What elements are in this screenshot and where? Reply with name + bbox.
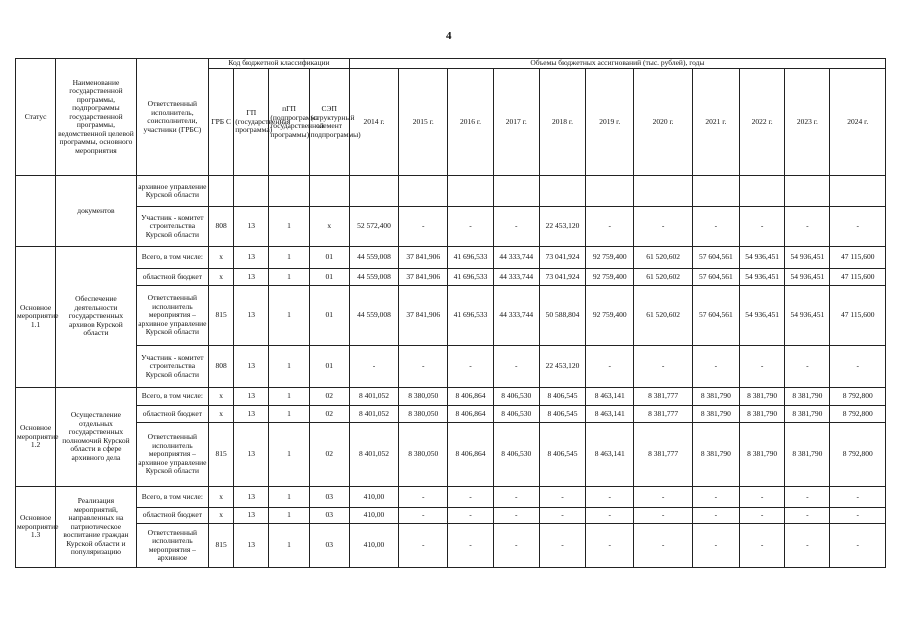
table-row bbox=[16, 422, 886, 486]
amount-cell bbox=[539, 176, 585, 207]
code-cell: 1 bbox=[269, 406, 309, 423]
code-cell: х bbox=[209, 387, 234, 406]
code-cell: 815 bbox=[209, 524, 234, 568]
amount-cell: 8 381,790 bbox=[739, 422, 784, 486]
code-cell bbox=[209, 176, 234, 207]
amount-cell: 22 453,120 bbox=[539, 346, 585, 387]
executor-cell: Участник - комитет строительства Курской области bbox=[136, 346, 208, 387]
executor-cell: Ответственный исполнитель мероприятия – архивное bbox=[136, 524, 208, 568]
code-header: СЭП (структурный элемент подпрограммы) bbox=[309, 69, 349, 176]
amount-cell: 8 381,790 bbox=[739, 406, 784, 423]
executor-cell: Ответственный исполнитель мероприятия – архивное управление Курской области bbox=[136, 285, 208, 345]
amount-cell: 41 696,533 bbox=[448, 285, 493, 345]
amount-cell: 8 380,050 bbox=[399, 422, 448, 486]
amount-cell: - bbox=[586, 207, 634, 246]
amount-cell: 8 381,790 bbox=[785, 406, 830, 423]
amount-cell: - bbox=[399, 207, 448, 246]
code-cell: 1 bbox=[269, 387, 309, 406]
amount-cell: 44 333,744 bbox=[493, 285, 539, 345]
year-header: 2023 г. bbox=[785, 69, 830, 176]
code-group-header: Код бюджетной классификации bbox=[209, 59, 350, 69]
code-cell: 01 bbox=[309, 346, 349, 387]
amount-cell: - bbox=[349, 346, 398, 387]
amount-cell: - bbox=[539, 507, 585, 524]
table-row bbox=[16, 207, 886, 246]
code-cell: 01 bbox=[309, 285, 349, 345]
amount-cell: 54 936,451 bbox=[739, 246, 784, 269]
amount-cell: 8 381,777 bbox=[634, 406, 692, 423]
amount-cell: - bbox=[399, 487, 448, 508]
year-header: 2016 г. bbox=[448, 69, 493, 176]
amount-cell: 8 381,790 bbox=[739, 387, 784, 406]
amount-cell: 8 381,790 bbox=[692, 422, 739, 486]
amount-cell: - bbox=[692, 507, 739, 524]
amount-cell: 8 792,800 bbox=[830, 406, 886, 423]
status-cell: Основное мероприятие 1.3 bbox=[16, 487, 56, 568]
executor-cell: областной бюджет bbox=[136, 406, 208, 423]
budget-table bbox=[15, 58, 886, 568]
table-row bbox=[16, 346, 886, 387]
amount-cell: - bbox=[692, 207, 739, 246]
amount-cell: - bbox=[448, 524, 493, 568]
amount-cell: - bbox=[739, 507, 784, 524]
table-row bbox=[16, 246, 886, 269]
amount-cell: 8 406,864 bbox=[448, 422, 493, 486]
code-cell: 01 bbox=[309, 269, 349, 286]
amount-cell: 8 406,545 bbox=[539, 406, 585, 423]
status-cell: Основное мероприятие 1.1 bbox=[16, 246, 56, 387]
code-cell: 1 bbox=[269, 207, 309, 246]
table-row bbox=[16, 176, 886, 207]
code-cell bbox=[234, 176, 269, 207]
amount-cell: 73 041,924 bbox=[539, 246, 585, 269]
code-cell: 01 bbox=[309, 246, 349, 269]
code-cell: 815 bbox=[209, 422, 234, 486]
amount-cell: - bbox=[830, 207, 886, 246]
code-cell: 1 bbox=[269, 507, 309, 524]
amount-cell: - bbox=[785, 524, 830, 568]
code-cell bbox=[269, 176, 309, 207]
code-cell: 13 bbox=[234, 487, 269, 508]
year-header: 2024 г. bbox=[830, 69, 886, 176]
amount-cell: - bbox=[830, 346, 886, 387]
name-cell: Реализация мероприятий, направленных на патриотическое воспитание граждан Курской области и популяризацию bbox=[56, 487, 136, 568]
amount-cell: 8 401,052 bbox=[349, 422, 398, 486]
code-cell: 03 bbox=[309, 487, 349, 508]
amount-cell: 92 759,400 bbox=[586, 246, 634, 269]
amount-cell bbox=[830, 176, 886, 207]
amount-cell: - bbox=[448, 346, 493, 387]
amount-cell: - bbox=[448, 507, 493, 524]
code-cell: х bbox=[209, 406, 234, 423]
table-row bbox=[16, 524, 886, 568]
amount-cell: 8 381,777 bbox=[634, 422, 692, 486]
amount-cell: 8 463,141 bbox=[586, 406, 634, 423]
amount-cell: - bbox=[399, 507, 448, 524]
amount-cell: 22 453,120 bbox=[539, 207, 585, 246]
code-cell: 13 bbox=[234, 346, 269, 387]
amount-cell: 61 520,602 bbox=[634, 269, 692, 286]
amount-cell: 54 936,451 bbox=[739, 285, 784, 345]
amount-cell: 410,00 bbox=[349, 507, 398, 524]
amount-cell: 61 520,602 bbox=[634, 246, 692, 269]
amount-cell bbox=[692, 176, 739, 207]
amount-cell bbox=[634, 176, 692, 207]
amount-cell: 410,00 bbox=[349, 487, 398, 508]
code-cell: 13 bbox=[234, 507, 269, 524]
amount-cell: 57 604,561 bbox=[692, 246, 739, 269]
amount-cell: 8 380,050 bbox=[399, 406, 448, 423]
code-cell: 1 bbox=[269, 487, 309, 508]
amount-cell: 41 696,533 bbox=[448, 246, 493, 269]
amount-cell: 44 559,008 bbox=[349, 269, 398, 286]
amount-cell: - bbox=[785, 207, 830, 246]
amount-cell: - bbox=[586, 487, 634, 508]
amount-cell: - bbox=[539, 524, 585, 568]
amount-cell: 8 380,050 bbox=[399, 387, 448, 406]
amount-cell: - bbox=[739, 487, 784, 508]
amount-cell: 8 406,530 bbox=[493, 387, 539, 406]
amount-cell bbox=[448, 176, 493, 207]
code-cell: 13 bbox=[234, 387, 269, 406]
amount-cell bbox=[785, 176, 830, 207]
amount-cell: - bbox=[448, 207, 493, 246]
amount-cell: - bbox=[634, 207, 692, 246]
amount-cell: - bbox=[399, 524, 448, 568]
amount-cell: - bbox=[739, 207, 784, 246]
code-cell: 1 bbox=[269, 269, 309, 286]
executor-cell: Ответственный исполнитель мероприятия – архивное управление Курской области bbox=[136, 422, 208, 486]
year-header: 2021 г. bbox=[692, 69, 739, 176]
amount-cell: - bbox=[399, 346, 448, 387]
amount-cell: - bbox=[739, 524, 784, 568]
code-cell: 808 bbox=[209, 346, 234, 387]
amount-cell: 37 841,906 bbox=[399, 246, 448, 269]
amount-cell: 8 406,530 bbox=[493, 422, 539, 486]
year-header: 2014 г. bbox=[349, 69, 398, 176]
executor-cell: областной бюджет bbox=[136, 507, 208, 524]
year-header: 2015 г. bbox=[399, 69, 448, 176]
header-group-row bbox=[16, 59, 886, 69]
amount-cell: - bbox=[493, 507, 539, 524]
amount-cell: 92 759,400 bbox=[586, 269, 634, 286]
code-cell: х bbox=[209, 246, 234, 269]
amount-cell: - bbox=[448, 487, 493, 508]
amount-cell bbox=[493, 176, 539, 207]
amount-cell: 47 115,600 bbox=[830, 246, 886, 269]
status-header: Статус bbox=[16, 59, 56, 176]
amount-cell: 8 406,864 bbox=[448, 387, 493, 406]
code-cell: 815 bbox=[209, 285, 234, 345]
amount-cell: 8 381,777 bbox=[634, 387, 692, 406]
amount-cell: 61 520,602 bbox=[634, 285, 692, 345]
amount-cell: 41 696,533 bbox=[448, 269, 493, 286]
amount-cell bbox=[739, 176, 784, 207]
amount-cell: - bbox=[493, 487, 539, 508]
amount-cell: 8 792,800 bbox=[830, 387, 886, 406]
code-header: ГП (государственная программа) bbox=[234, 69, 269, 176]
executor-cell: архивное управление Курской области bbox=[136, 176, 208, 207]
name-cell: Обеспечение деятельности государственных архивов Курской области bbox=[56, 246, 136, 387]
code-header: ГРБ С bbox=[209, 69, 234, 176]
amount-cell: 57 604,561 bbox=[692, 285, 739, 345]
amount-cell: - bbox=[785, 487, 830, 508]
amount-cell: - bbox=[634, 487, 692, 508]
amount-cell: 54 936,451 bbox=[739, 269, 784, 286]
amount-cell: - bbox=[692, 524, 739, 568]
amount-cell: - bbox=[539, 487, 585, 508]
executor-cell: областной бюджет bbox=[136, 269, 208, 286]
amount-group-header: Объемы бюджетных ассигнований (тыс. рублей), годы bbox=[349, 59, 885, 69]
name-cell: документов bbox=[56, 176, 136, 246]
code-cell: х bbox=[209, 507, 234, 524]
amount-cell: 47 115,600 bbox=[830, 285, 886, 345]
amount-cell: 54 936,451 bbox=[785, 269, 830, 286]
code-cell: х bbox=[209, 269, 234, 286]
amount-cell: - bbox=[830, 524, 886, 568]
year-header: 2017 г. bbox=[493, 69, 539, 176]
code-cell: 13 bbox=[234, 406, 269, 423]
amount-cell bbox=[349, 176, 398, 207]
code-cell: 1 bbox=[269, 346, 309, 387]
amount-cell: - bbox=[785, 346, 830, 387]
amount-cell: - bbox=[586, 346, 634, 387]
amount-cell: 73 041,924 bbox=[539, 269, 585, 286]
amount-cell: 52 572,400 bbox=[349, 207, 398, 246]
name-cell: Осуществление отдельных государственных полномочий Курской области в сфере архивного дела bbox=[56, 387, 136, 487]
amount-cell: 44 333,744 bbox=[493, 246, 539, 269]
amount-cell: 8 401,052 bbox=[349, 406, 398, 423]
name-header: Наименование государственной программы, подпрограммы государственной программы, ведомственной целевой программы, основного мероприятия bbox=[56, 59, 136, 176]
table-row bbox=[16, 487, 886, 508]
amount-cell: 37 841,906 bbox=[399, 269, 448, 286]
amount-cell: 44 559,008 bbox=[349, 246, 398, 269]
status-cell bbox=[16, 176, 56, 246]
code-cell: 03 bbox=[309, 524, 349, 568]
code-cell: 1 bbox=[269, 246, 309, 269]
amount-cell: - bbox=[493, 346, 539, 387]
amount-cell: 50 588,804 bbox=[539, 285, 585, 345]
amount-cell: 57 604,561 bbox=[692, 269, 739, 286]
amount-cell: - bbox=[493, 207, 539, 246]
table-row bbox=[16, 387, 886, 406]
table-row bbox=[16, 507, 886, 524]
code-cell: 02 bbox=[309, 387, 349, 406]
amount-cell: 8 406,545 bbox=[539, 422, 585, 486]
page-number: 4 bbox=[446, 30, 452, 42]
amount-cell: 92 759,400 bbox=[586, 285, 634, 345]
table-row bbox=[16, 406, 886, 423]
code-cell: 1 bbox=[269, 285, 309, 345]
amount-cell: 8 406,864 bbox=[448, 406, 493, 423]
amount-cell: 8 463,141 bbox=[586, 422, 634, 486]
amount-cell: - bbox=[586, 524, 634, 568]
amount-cell: - bbox=[830, 487, 886, 508]
status-cell: Основное мероприятие 1.2 bbox=[16, 387, 56, 487]
amount-cell: 8 381,790 bbox=[785, 422, 830, 486]
amount-cell: - bbox=[634, 507, 692, 524]
code-cell: 1 bbox=[269, 422, 309, 486]
amount-cell: 8 792,800 bbox=[830, 422, 886, 486]
amount-cell: - bbox=[634, 346, 692, 387]
amount-cell: 44 559,008 bbox=[349, 285, 398, 345]
year-header: 2019 г. bbox=[586, 69, 634, 176]
year-header: 2020 г. bbox=[634, 69, 692, 176]
amount-cell: 54 936,451 bbox=[785, 246, 830, 269]
amount-cell: - bbox=[739, 346, 784, 387]
code-cell: 808 bbox=[209, 207, 234, 246]
code-cell: 03 bbox=[309, 507, 349, 524]
amount-cell bbox=[586, 176, 634, 207]
code-cell: х bbox=[209, 487, 234, 508]
amount-cell: 8 406,530 bbox=[493, 406, 539, 423]
amount-cell: - bbox=[830, 507, 886, 524]
executor-cell: Участник - комитет строительства Курской области bbox=[136, 207, 208, 246]
year-header: 2022 г. bbox=[739, 69, 784, 176]
executor-cell: Всего, в том числе: bbox=[136, 487, 208, 508]
amount-cell: 47 115,600 bbox=[830, 269, 886, 286]
code-cell: х bbox=[309, 207, 349, 246]
code-cell: 13 bbox=[234, 422, 269, 486]
amount-cell: 8 381,790 bbox=[692, 406, 739, 423]
amount-cell: - bbox=[586, 507, 634, 524]
code-cell: 13 bbox=[234, 269, 269, 286]
code-cell: 13 bbox=[234, 285, 269, 345]
executor-header: Ответственный исполнитель, соисполнители, участники (ГРБС) bbox=[136, 59, 208, 176]
code-cell: 02 bbox=[309, 422, 349, 486]
code-cell: 13 bbox=[234, 246, 269, 269]
amount-cell: 410,00 bbox=[349, 524, 398, 568]
code-cell: 13 bbox=[234, 524, 269, 568]
amount-cell bbox=[399, 176, 448, 207]
executor-cell: Всего, в том числе: bbox=[136, 387, 208, 406]
year-header: 2018 г. bbox=[539, 69, 585, 176]
amount-cell: 8 401,052 bbox=[349, 387, 398, 406]
table-row bbox=[16, 285, 886, 345]
amount-cell: - bbox=[785, 507, 830, 524]
amount-cell: - bbox=[692, 346, 739, 387]
code-cell: 1 bbox=[269, 524, 309, 568]
code-cell bbox=[309, 176, 349, 207]
executor-cell: Всего, в том числе: bbox=[136, 246, 208, 269]
table-row bbox=[16, 269, 886, 286]
amount-cell: 8 381,790 bbox=[692, 387, 739, 406]
amount-cell: - bbox=[692, 487, 739, 508]
amount-cell: - bbox=[634, 524, 692, 568]
amount-cell: 8 381,790 bbox=[785, 387, 830, 406]
amount-cell: 37 841,906 bbox=[399, 285, 448, 345]
amount-cell: 8 406,545 bbox=[539, 387, 585, 406]
amount-cell: 8 463,141 bbox=[586, 387, 634, 406]
amount-cell: 54 936,451 bbox=[785, 285, 830, 345]
code-cell: 13 bbox=[234, 207, 269, 246]
amount-cell: - bbox=[493, 524, 539, 568]
code-header: пГП (подпрограмма государственной программы) bbox=[269, 69, 309, 176]
code-cell: 02 bbox=[309, 406, 349, 423]
amount-cell: 44 333,744 bbox=[493, 269, 539, 286]
